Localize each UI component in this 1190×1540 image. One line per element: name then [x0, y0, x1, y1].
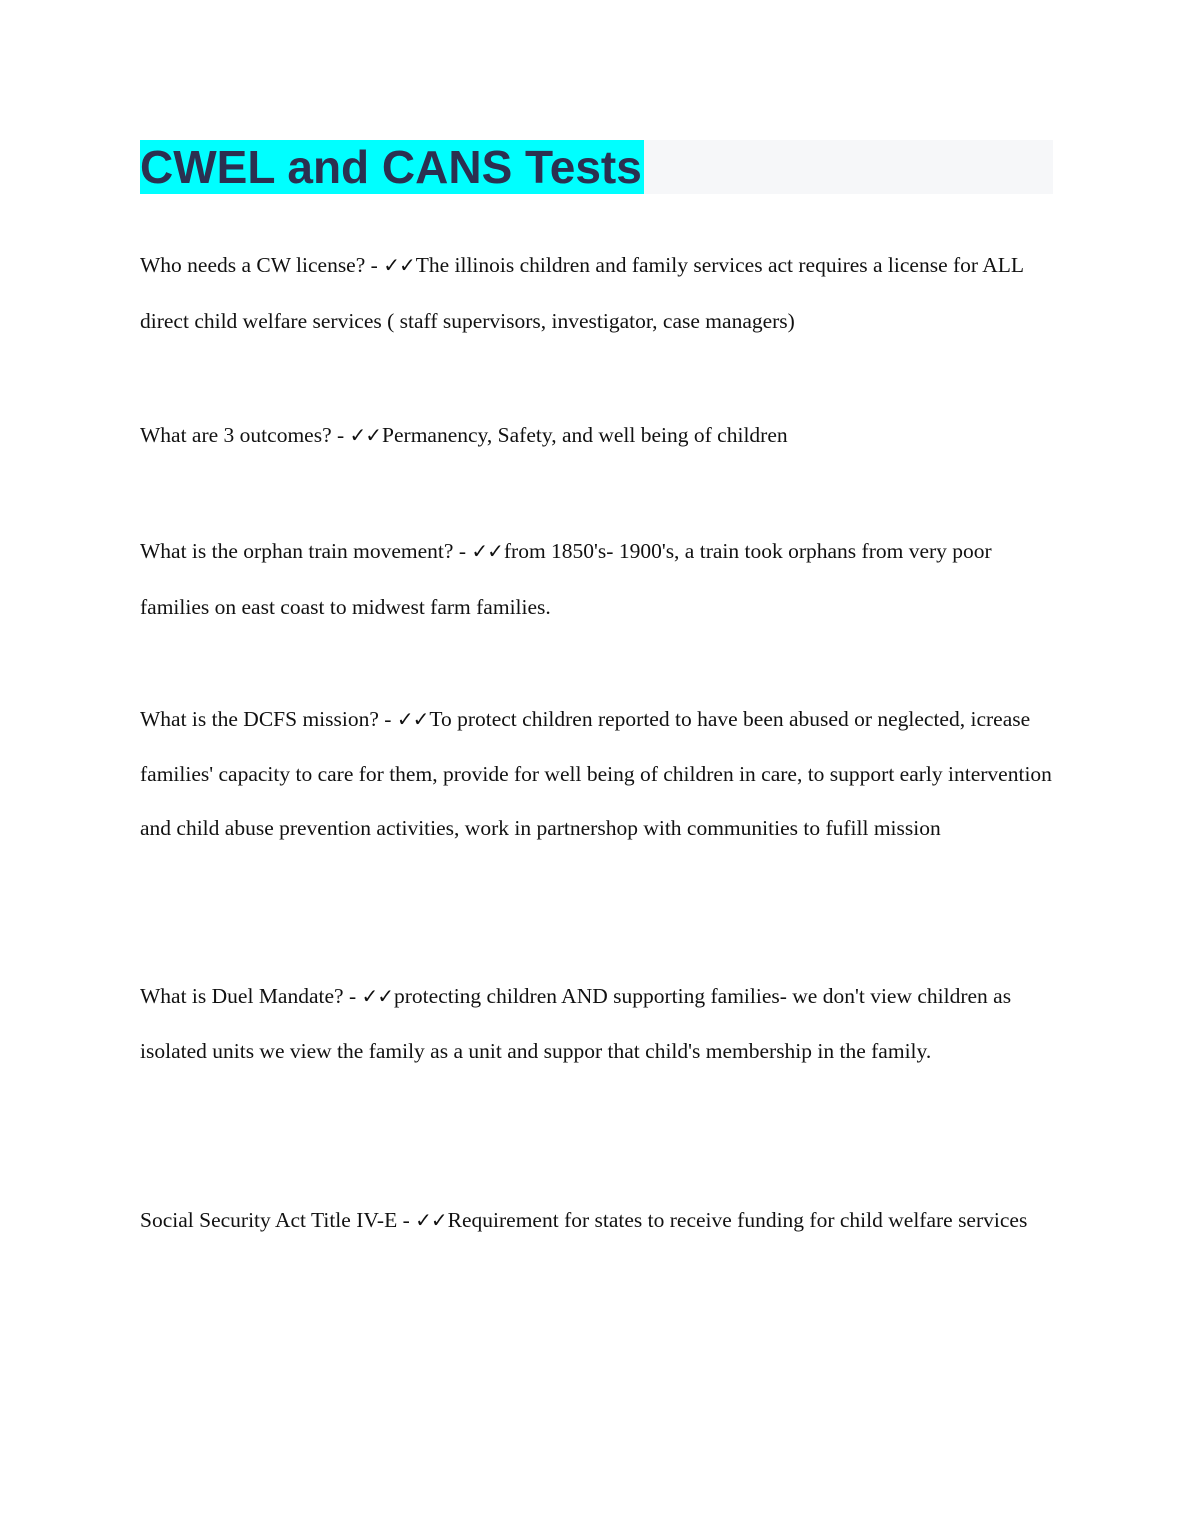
document-title: CWEL and CANS Tests: [140, 141, 642, 193]
check-mark-icon: ✓✓: [361, 984, 394, 1008]
qa-item-6: [140, 1192, 1060, 1248]
question: Who needs a CW license? -: [140, 253, 384, 277]
check-mark-icon: ✓✓: [349, 423, 382, 447]
question: Social Security Act Title IV-E -: [140, 1208, 416, 1232]
check-mark-icon: ✓✓: [415, 1208, 447, 1232]
qa-item-1: [140, 237, 1060, 349]
title-bar: [140, 140, 1053, 194]
check-mark-icon: ✓✓: [471, 539, 503, 563]
answer: To protect children reported to have been abused or neglected, icrease families' capacity to care for them, provide for well being of children in care, to support early intervention and child abuse prevention activities, work in partnershop with communities to fufill mission: [140, 707, 1052, 840]
question: What is the orphan train movement? -: [140, 539, 472, 563]
answer: protecting children AND supporting families- we don't view children as isolated units we view the family as a unit and suppor that child's membership in the family.: [140, 984, 1012, 1063]
qa-item-4: [140, 692, 1060, 856]
answer: from 1850's- 1900's, a train took orphans from very poor families on east coast to midwest farm families.: [140, 539, 992, 619]
answer: Requirement for states to receive funding for child welfare services: [447, 1208, 1028, 1232]
question: What are 3 outcomes? -: [140, 423, 350, 447]
question: What is Duel Mandate? -: [140, 984, 362, 1008]
check-mark-icon: ✓✓: [383, 253, 415, 277]
qa-item-2: [140, 407, 1060, 463]
answer: Permanency, Safety, and well being of children: [382, 423, 788, 447]
qa-item-5: [140, 969, 1060, 1079]
question: What is the DCFS mission? -: [140, 707, 397, 731]
check-mark-icon: ✓✓: [396, 707, 429, 731]
qa-item-3: [140, 523, 1060, 635]
answer: The illinois children and family services act requires a license for ALL direct child welfare services ( staff supervisors, investigator, case managers): [140, 253, 1024, 333]
